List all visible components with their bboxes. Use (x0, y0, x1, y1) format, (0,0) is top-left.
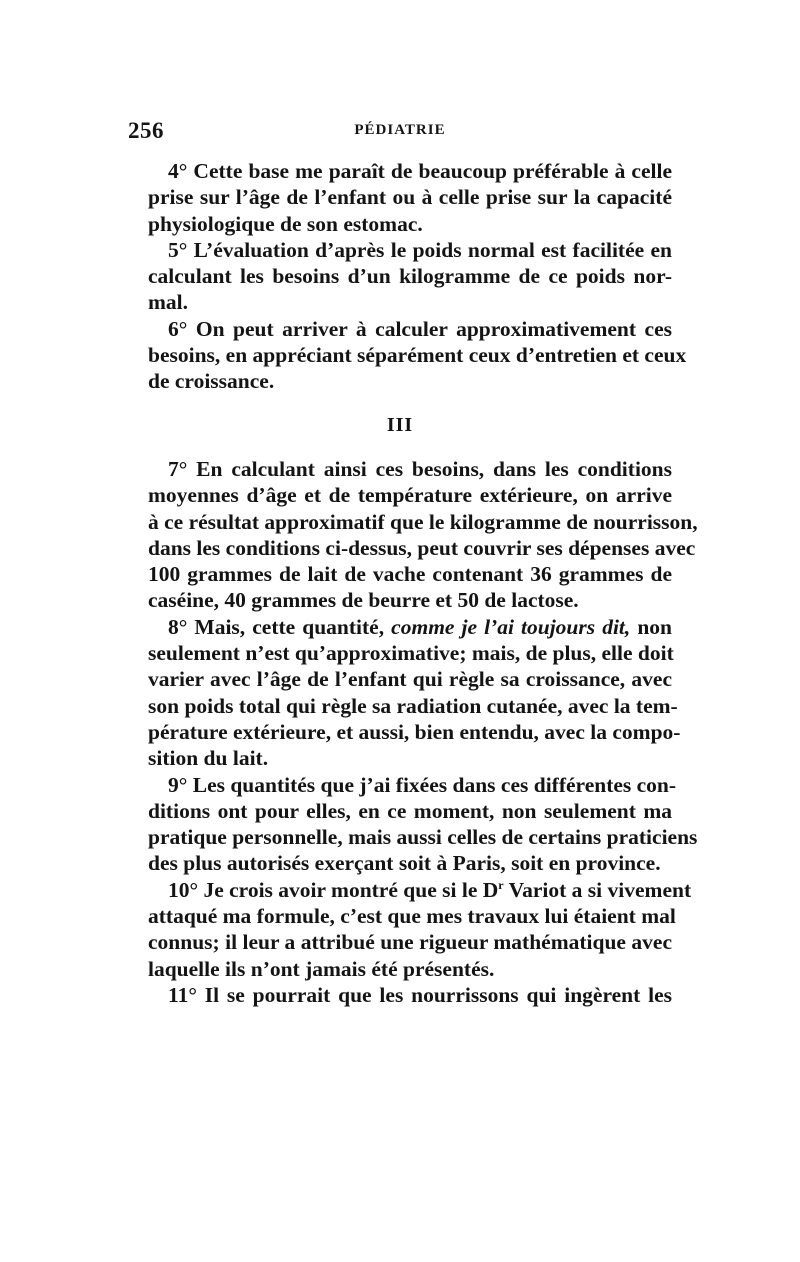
text-line: de croissance. (148, 369, 275, 394)
text-line: 11° Il se pourrait que les nourrissons qui ingèrent les (168, 982, 672, 1007)
paragraph-7 (128, 456, 698, 614)
text-line: 100 grammes de lait de vache contenant 36 grammes de (148, 562, 672, 587)
text-line: calculant les besoins d’un kilogramme de ce poids nor- (148, 264, 672, 289)
body-text (128, 158, 698, 1008)
page-number: 256 (128, 118, 164, 143)
paragraph-9 (128, 772, 698, 877)
text-line: physiologique de son estomac. (148, 211, 423, 236)
text-line: 9° Les quantités que j’ai fixées dans ces différentes con- (168, 772, 677, 797)
paragraph-10 (128, 877, 692, 982)
text-line: dans les conditions ci-dessus, peut couvrir ses dépenses avec (148, 535, 696, 560)
text-line: attaqué ma formule, c’est que mes travaux lui étaient mal (148, 904, 676, 929)
text-line: caséine, 40 grammes de beurre et 50 de lactose. (148, 588, 579, 613)
text-line: son poids total qui règle sa radiation cutanée, avec la tem- (148, 693, 678, 718)
text-run: Variot a si vivement (503, 877, 692, 902)
text-line: 7° En calculant ainsi ces besoins, dans les conditions (168, 456, 672, 481)
text-line: ditions ont pour elles, en ce moment, non seulement ma (148, 798, 672, 823)
text-run: non (630, 614, 672, 639)
text-line: 5° L’évaluation d’après le poids normal est facilitée en (168, 237, 672, 262)
italic-phrase: comme je l’ai toujours dit, (391, 614, 631, 639)
text-line: connus; il leur a attribué une rigueur mathématique avec (148, 930, 672, 955)
text-line: 4° Cette base me paraît de beaucoup préférable à celle (168, 159, 672, 183)
page-header (128, 118, 672, 148)
section-heading: III (386, 413, 414, 436)
paragraph-6 (128, 316, 687, 395)
text-line: varier avec l’âge de l’enfant qui règle sa croissance, avec (148, 667, 672, 692)
paragraph-4 (128, 158, 672, 237)
text-line: 6° On peut arriver à calculer approximativement ces (168, 316, 672, 341)
text-run: 8° Mais, cette quantité, (168, 614, 392, 639)
text-line: des plus autorisés exerçant soit à Paris, soit en province. (148, 851, 661, 876)
text-line: sition du lait. (148, 746, 269, 771)
running-title: PÉDIATRIE (354, 122, 446, 138)
text-line (128, 877, 692, 903)
text-line: mal. (148, 290, 189, 315)
text-run: 10° Je crois avoir montré que si le D (168, 877, 499, 902)
text-line: à ce résultat approximatif que le kilogramme de nourrisson, (148, 509, 698, 534)
text-line: moyennes d’âge et de température extérieure, on arrive (148, 483, 672, 508)
paragraph-8 (128, 614, 681, 772)
paragraph-11 (128, 982, 672, 1008)
paragraph-5 (128, 237, 672, 316)
text-line: prise sur l’âge de l’enfant ou à celle prise sur la capacité (148, 185, 672, 210)
text-line: pratique personnelle, mais aussi celles de certains praticiens (148, 825, 698, 850)
text-line: laquelle ils n’ont jamais été présentés. (148, 956, 495, 981)
text-line: seulement n’est qu’approximative; mais, de plus, elle doit (148, 641, 674, 666)
text-line (128, 614, 672, 640)
text-line: besoins, en appréciant séparément ceux d’entretien et ceux (148, 343, 687, 368)
text-line: pérature extérieure, et aussi, bien entendu, avec la compo- (148, 719, 681, 744)
superscript: r (498, 877, 504, 892)
